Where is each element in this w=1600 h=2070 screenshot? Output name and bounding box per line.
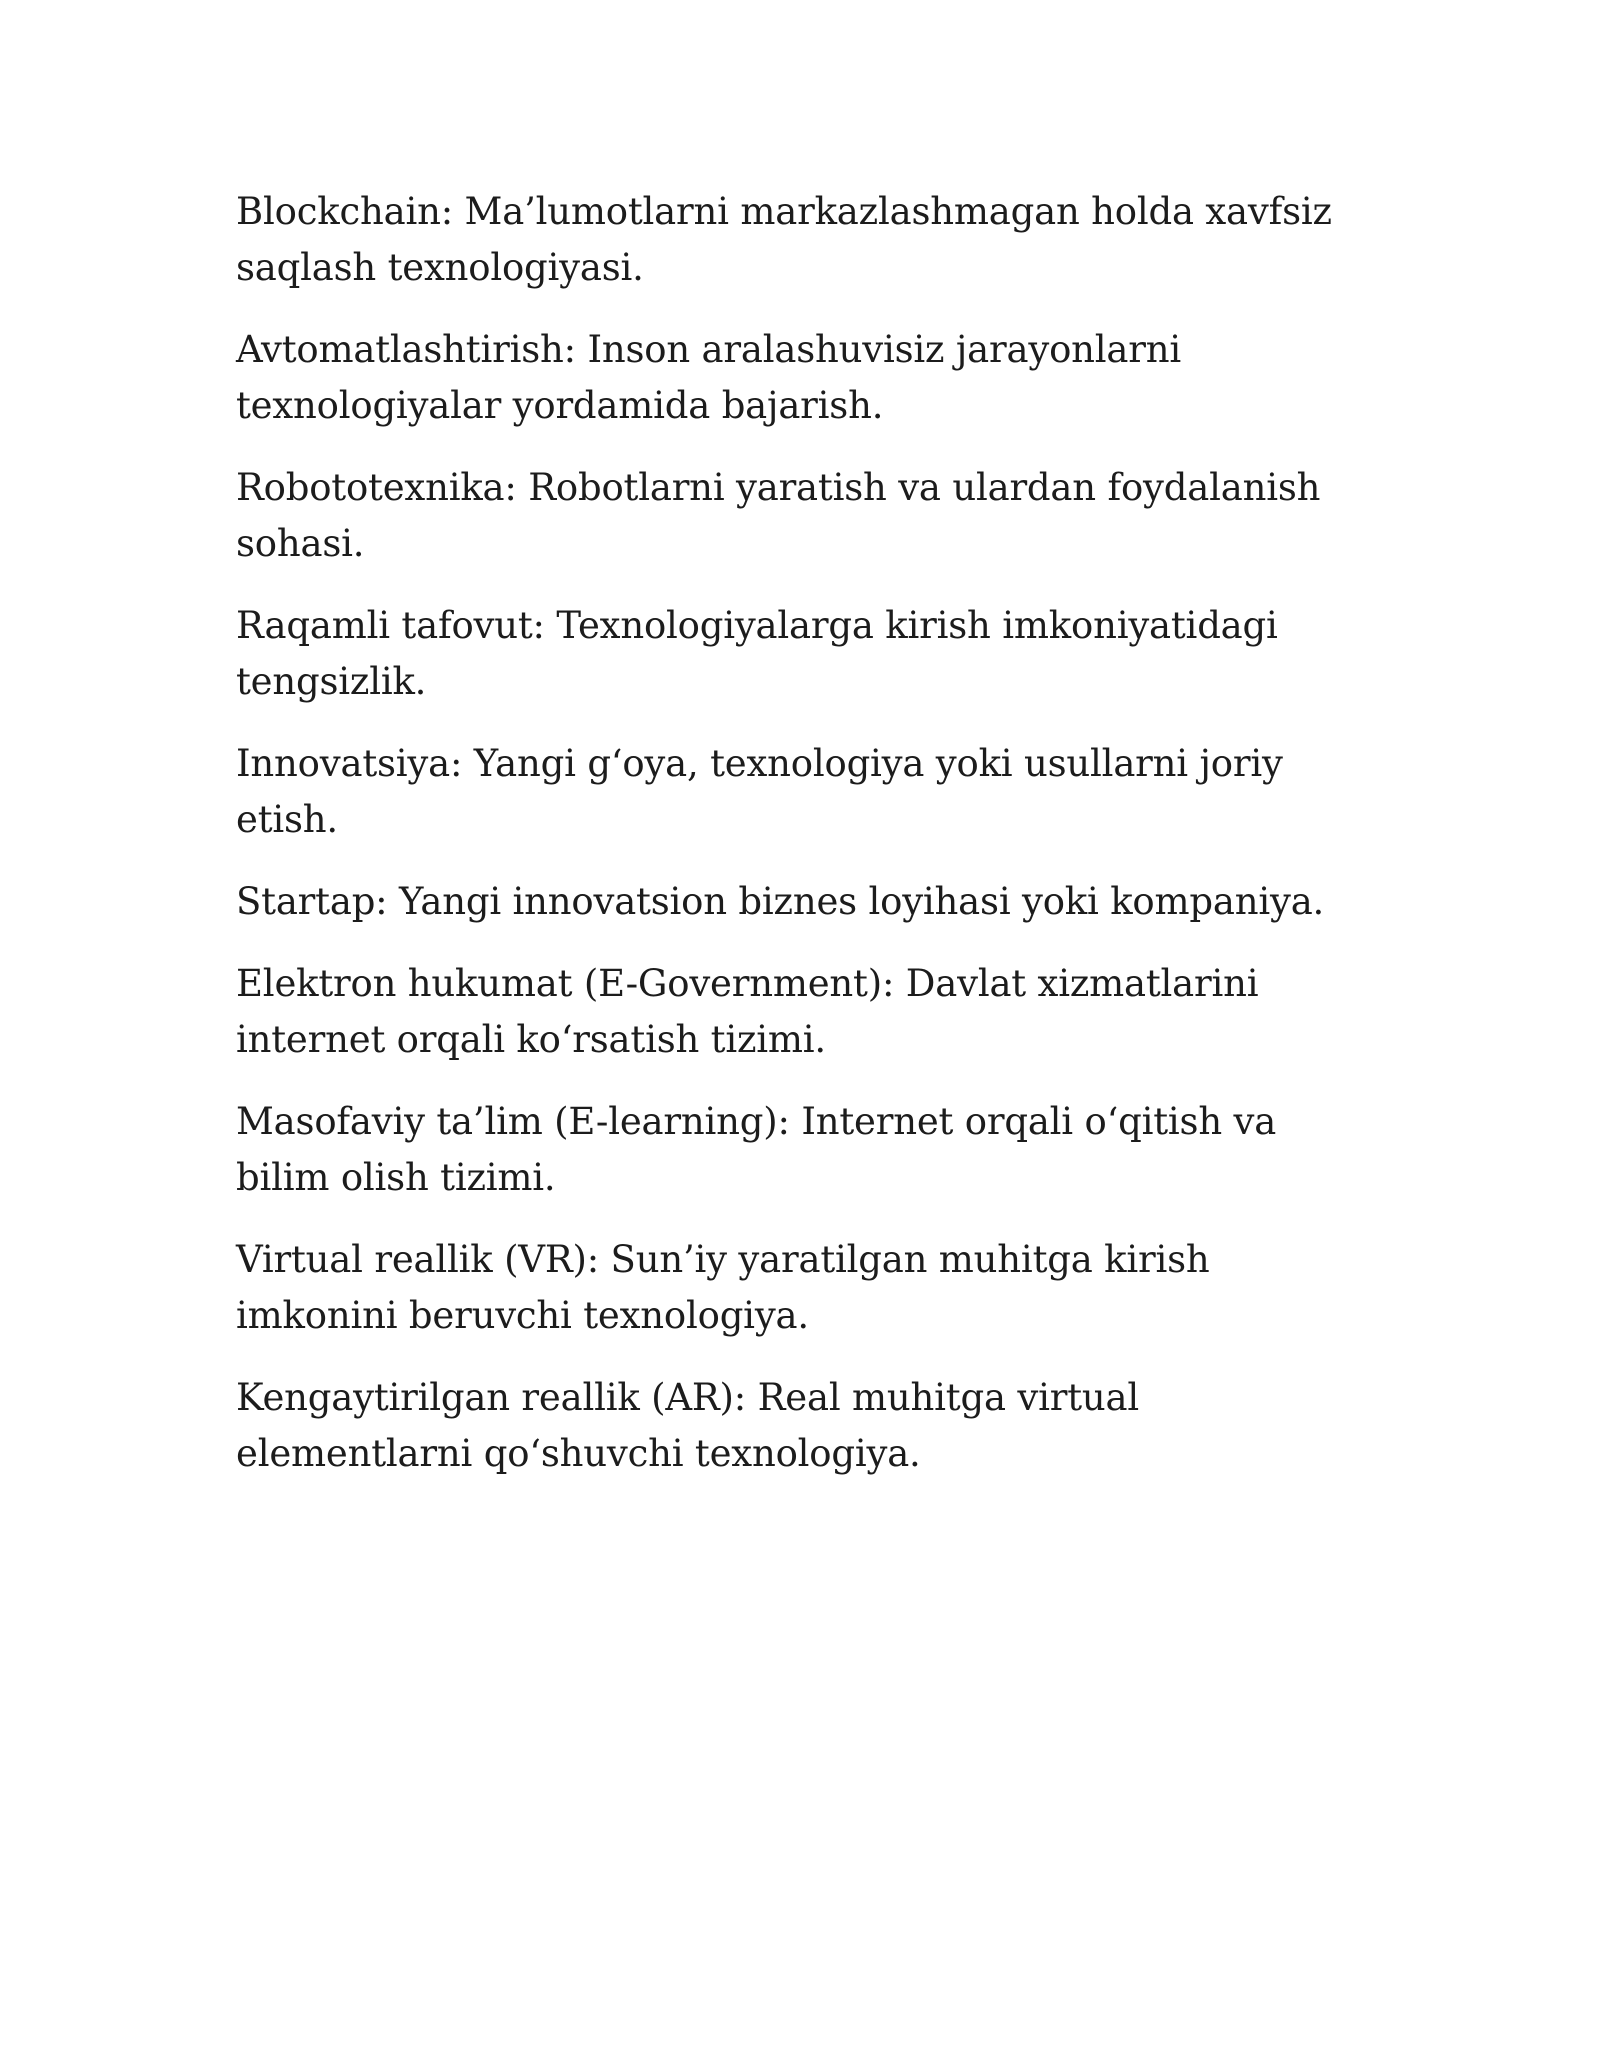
paragraph-kengaytirilgan-reallik: Kengaytirilgan reallik (AR): Real muhitga virtual elementlarni qo‘shuvchi texnologiya. (236, 1376, 1139, 1475)
paragraph-robototexnika: Robototexnika: Robotlarni yaratish va ulardan foydalanish sohasi. (236, 466, 1321, 565)
paragraph-virtual-reallik: Virtual reallik (VR): Sun’iy yaratilgan muhitga kirish imkonini beruvchi texnologiya. (236, 1238, 1210, 1337)
paragraph-elektron-hukumat: Elektron hukumat (E-Government): Davlat xizmatlarini internet orqali ko‘rsatish tizimi. (236, 962, 1259, 1061)
paragraph-innovatsiya: Innovatsiya: Yangi g‘oya, texnologiya yoki usullarni joriy etish. (236, 742, 1283, 841)
paragraph-blockchain: Blockchain: Ma’lumotlarni markazlashmagan holda xavfsiz saqlash texnologiyasi. (236, 190, 1332, 289)
paragraph-raqamli-tafovut: Raqamli tafovut: Texnologiyalarga kirish imkoniyatidagi tengsizlik. (236, 604, 1278, 703)
paragraph-masofaviy-talim: Masofaviy ta’lim (E-learning): Internet orqali o‘qitish va bilim olish tizimi. (236, 1100, 1277, 1199)
paragraph-startap: Startap: Yangi innovatsion biznes loyihasi yoki kompaniya. (236, 880, 1325, 923)
document-body (236, 184, 1366, 1508)
paragraph-avtomatlashtirish: Avtomatlashtirish: Inson aralashuvisiz jarayonlarni texnologiyalar yordamida bajarish. (236, 328, 1182, 427)
